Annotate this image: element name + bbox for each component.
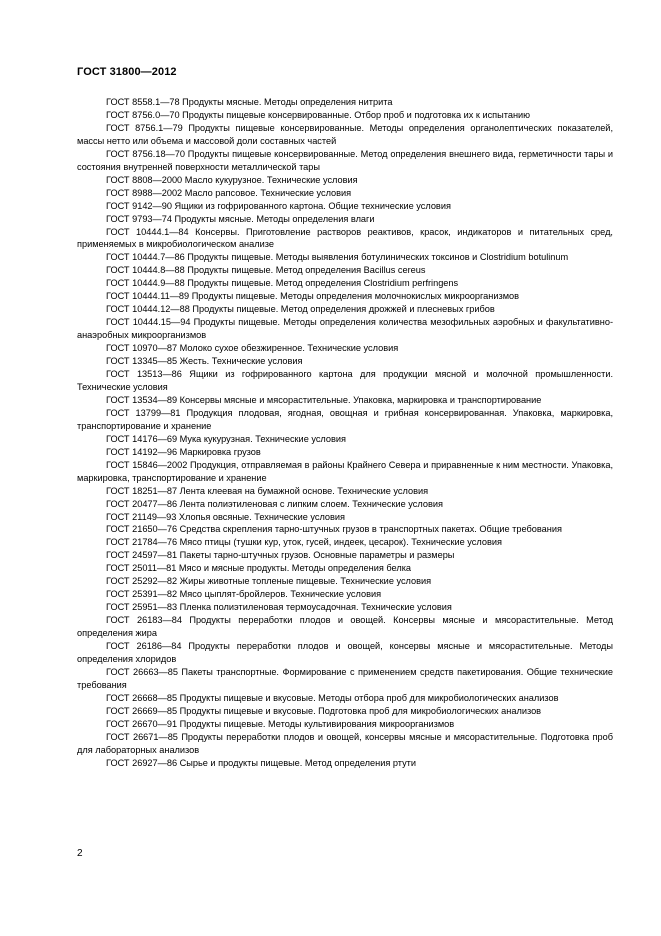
reference-item: ГОСТ 26186—84 Продукты переработки плодов и овощей, консервы мясные и мясорастительные. Методы определения хлоридов — [77, 641, 613, 664]
reference-item: ГОСТ 25292—82 Жиры животные топленые пищевые. Технические условия — [106, 576, 432, 587]
reference-item: ГОСТ 13345—85 Жесть. Технические условия — [106, 356, 303, 367]
reference-item: ГОСТ 18251—87 Лента клеевая на бумажной основе. Технические условия — [106, 485, 429, 496]
reference-item: ГОСТ 10970—87 Молоко сухое обезжиренное. Технические условия — [106, 343, 399, 354]
normative-references-list — [77, 96, 613, 770]
reference-item: ГОСТ 26668—85 Продукты пищевые и вкусовые. Методы отбора проб для микробиологических анализов — [106, 692, 559, 703]
reference-item: ГОСТ 25951—83 Пленка полиэтиленовая термоусадочная. Технические условия — [106, 602, 452, 613]
reference-item: ГОСТ 13799—81 Продукция плодовая, ягодная, овощная и грибная консервированная. Упаковка, маркировка, транспортирование и хранение — [77, 407, 613, 431]
reference-item: ГОСТ 10444.8—88 Продукты пищевые. Метод определения Bacillus cereus — [106, 265, 426, 276]
reference-item: ГОСТ 26927—86 Сырье и продукты пищевые. Метод определения ртути — [106, 757, 417, 768]
reference-item: ГОСТ 25011—81 Мясо и мясные продукты. Методы определения белка — [106, 563, 412, 574]
reference-item: ГОСТ 26671—85 Продукты переработки плодов и овощей, консервы мясные и мясорастительные. Подготовка проб для лабораторных анализов — [77, 731, 613, 755]
reference-item: ГОСТ 26669—85 Продукты пищевые и вкусовые. Подготовка проб для микробиологических анализов — [106, 705, 542, 716]
reference-item: ГОСТ 10444.11—89 Продукты пищевые. Методы определения молочнокислых микроорганизмов — [106, 291, 520, 302]
reference-item: ГОСТ 10444.1—84 Консервы. Приготовление растворов реактивов, красок, индикаторов и питательных сред, применяемых в микробиологическом анализе — [77, 226, 613, 250]
document-header: ГОСТ 31800—2012 — [77, 66, 177, 78]
reference-item: ГОСТ 26183—84 Продукты переработки плодов и овощей. Консервы мясные и мясорастительные. Метод определения жира — [77, 615, 613, 639]
reference-item: ГОСТ 13534—89 Консервы мясные и мясорастительные. Упаковка, маркировка и транспортирование — [106, 394, 542, 405]
reference-item: ГОСТ 21149—93 Хлопья овсяные. Технические условия — [106, 511, 346, 522]
reference-item: ГОСТ 8808—2000 Масло кукурузное. Технические условия — [106, 174, 358, 185]
reference-item: ГОСТ 10444.15—94 Продукты пищевые. Методы определения количества мезофильных аэробных и факультативно-анаэробных микроорганизмов — [77, 317, 613, 341]
reference-item: ГОСТ 24597—81 Пакеты тарно-штучных грузов. Основные параметры и размеры — [106, 550, 455, 561]
reference-item: ГОСТ 13513—86 Ящики из гофрированного картона для продукции мясной и молочной промышленности. Технические условия — [77, 369, 613, 392]
reference-item: ГОСТ 9793—74 Продукты мясные. Методы определения влаги — [106, 213, 375, 224]
reference-item: ГОСТ 9142—90 Ящики из гофрированного картона. Общие технические условия — [106, 200, 451, 211]
reference-item: ГОСТ 26663—85 Пакеты транспортные. Формирование с применением средств пакетирования. Общие технические требования — [77, 666, 613, 690]
reference-item: ГОСТ 21650—76 Средства скрепления тарно-штучных грузов в транспортных пакетах. Общие требования — [106, 524, 562, 535]
reference-item: ГОСТ 8988—2002 Масло рапсовое. Технические условия — [106, 187, 352, 198]
reference-item: ГОСТ 21784—76 Мясо птицы (тушки кур, уток, гусей, индеек, цесарок). Технические условия — [106, 537, 502, 548]
reference-item: ГОСТ 10444.7—86 Продукты пищевые. Методы выявления ботулинических токсинов и Clostridium botulinum — [106, 252, 569, 263]
reference-item: ГОСТ 25391—82 Мясо цыплят-бройлеров. Технические условия — [106, 589, 382, 600]
reference-item: ГОСТ 14176—69 Мука кукурузная. Технические условия — [106, 433, 346, 444]
reference-item: ГОСТ 8756.0—70 Продукты пищевые консервированные. Отбор проб и подготовка их к испытанию — [106, 109, 531, 120]
reference-item: ГОСТ 8756.1—79 Продукты пищевые консервированные. Методы определения органолептических показателей, массы нетто или объема и массовой доли составных частей — [77, 122, 613, 146]
page-number: 2 — [77, 848, 83, 859]
reference-item: ГОСТ 14192—96 Маркировка грузов — [106, 446, 261, 457]
reference-item: ГОСТ 8756.18—70 Продукты пищевые консервированные. Метод определения внешнего вида, герметичности тары и состояния внутренней поверхности металлической тары — [77, 148, 613, 172]
reference-item: ГОСТ 26670—91 Продукты пищевые. Методы культивирования микроорганизмов — [106, 718, 455, 729]
reference-item: ГОСТ 20477—86 Лента полиэтиленовая с липким слоем. Технические условия — [106, 498, 443, 509]
reference-item: ГОСТ 10444.12—88 Продукты пищевые. Метод определения дрожжей и плесневых грибов — [106, 304, 495, 315]
reference-item: ГОСТ 10444.9—88 Продукты пищевые. Метод определения Clostridium perfringens — [106, 278, 459, 289]
reference-item: ГОСТ 15846—2002 Продукция, отправляемая в районы Крайнего Севера и приравненные к ним местности. Упаковка, маркировка, транспортирование и хранение — [77, 459, 613, 483]
reference-item: ГОСТ 8558.1—78 Продукты мясные. Методы определения нитрита — [106, 97, 393, 107]
